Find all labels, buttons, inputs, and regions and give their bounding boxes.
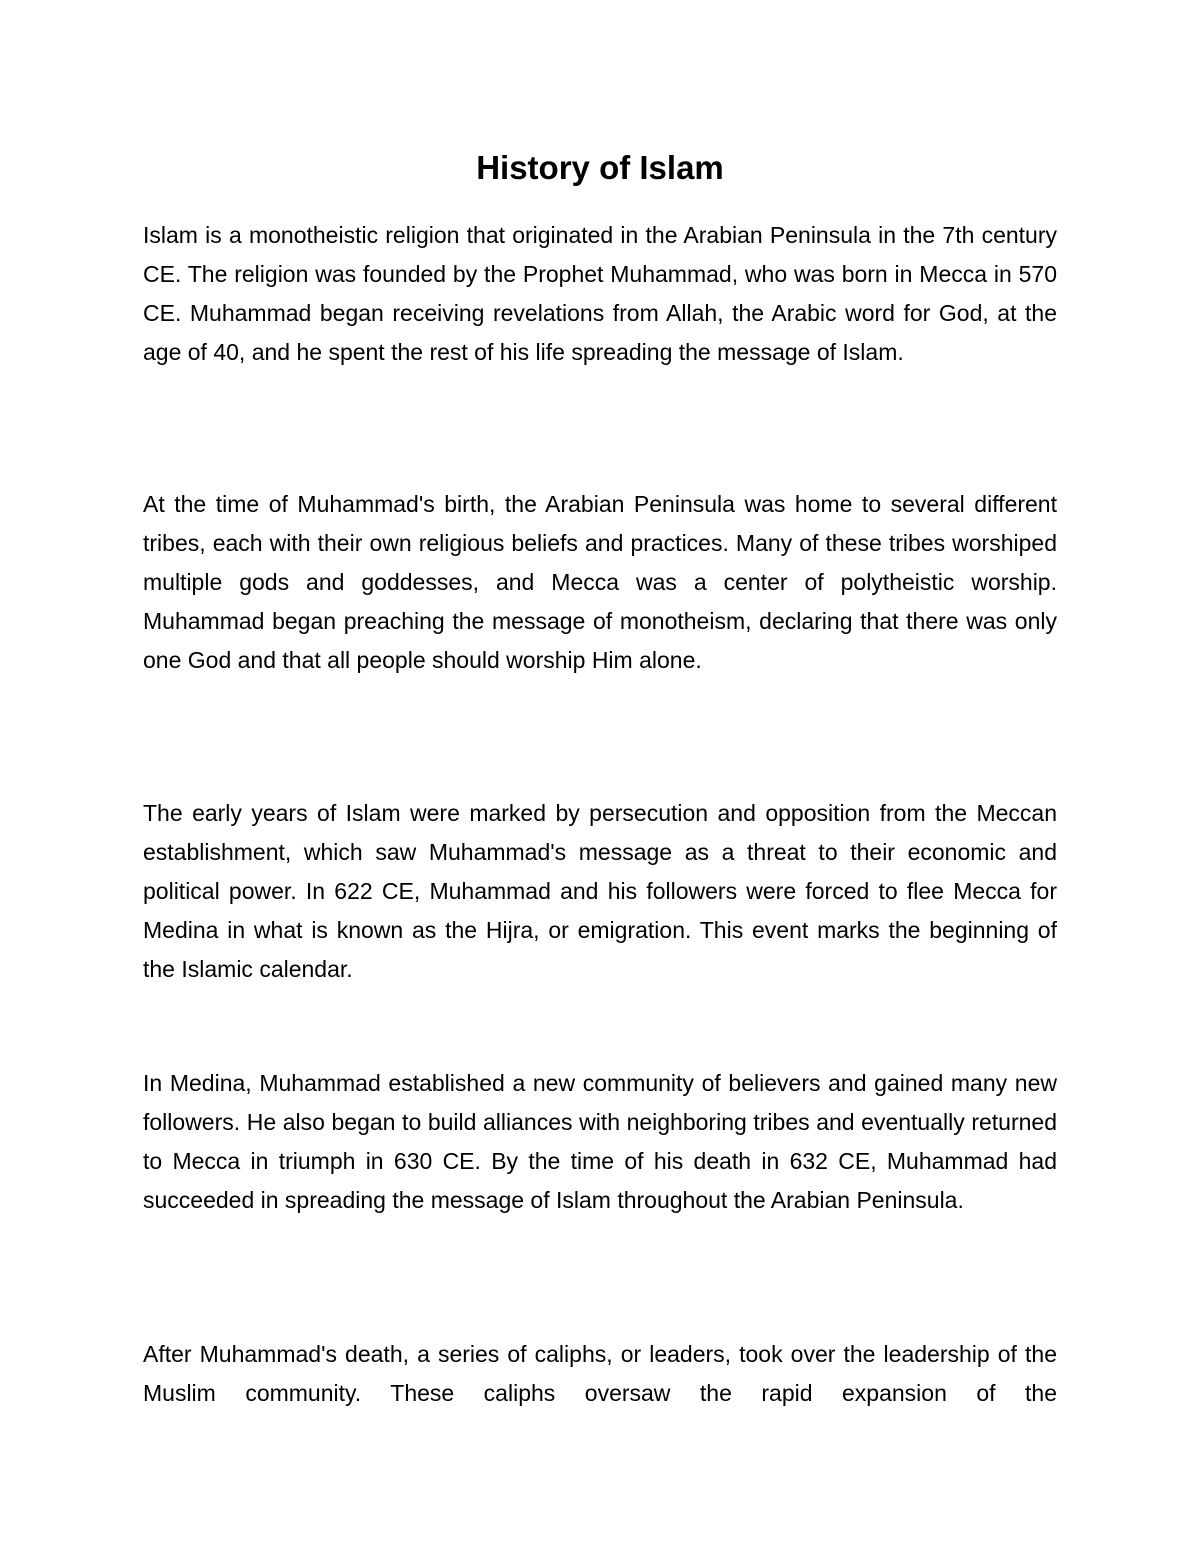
paragraph: Islam is a monotheistic religion that originated in the Arabian Peninsula in the 7th century CE. The religion was founded by the Prophet Muhammad, who was born in Mecca in 570 CE. Muhammad began receiving revelations from Allah, the Arabic word for God, at the age of 40, and he spent the rest of his life spreading the message of Islam. bbox=[143, 222, 1057, 365]
document-title: History of Islam bbox=[476, 149, 724, 186]
paragraph: After Muhammad's death, a series of caliphs, or leaders, took over the leadership of the Muslim community. These caliphs oversaw the rapid expansion of the bbox=[143, 1341, 1057, 1406]
paragraph: In Medina, Muhammad established a new community of believers and gained many new followers. He also began to build alliances with neighboring tribes and eventually returned to Mecca in triumph in 630 CE. By the time of his death in 632 CE, Muhammad had succeeded in spreading the message of Islam throughout the Arabian Peninsula. bbox=[143, 1070, 1057, 1213]
paragraph: The early years of Islam were marked by persecution and opposition from the Meccan establishment, which saw Muhammad's message as a threat to their economic and political power. In 622 CE, Muhammad and his followers were forced to flee Mecca for Medina in what is known as the Hijra, or emigration. This event marks the beginning of the Islamic calendar. bbox=[143, 800, 1057, 982]
paragraph: At the time of Muhammad's birth, the Arabian Peninsula was home to several different tribes, each with their own religious beliefs and practices. Many of these tribes worshiped multiple gods and goddesses, and Mecca was a center of polytheistic worship. Muhammad began preaching the message of monotheism, declaring that there was only one God and that all people should worship Him alone. bbox=[143, 491, 1057, 673]
